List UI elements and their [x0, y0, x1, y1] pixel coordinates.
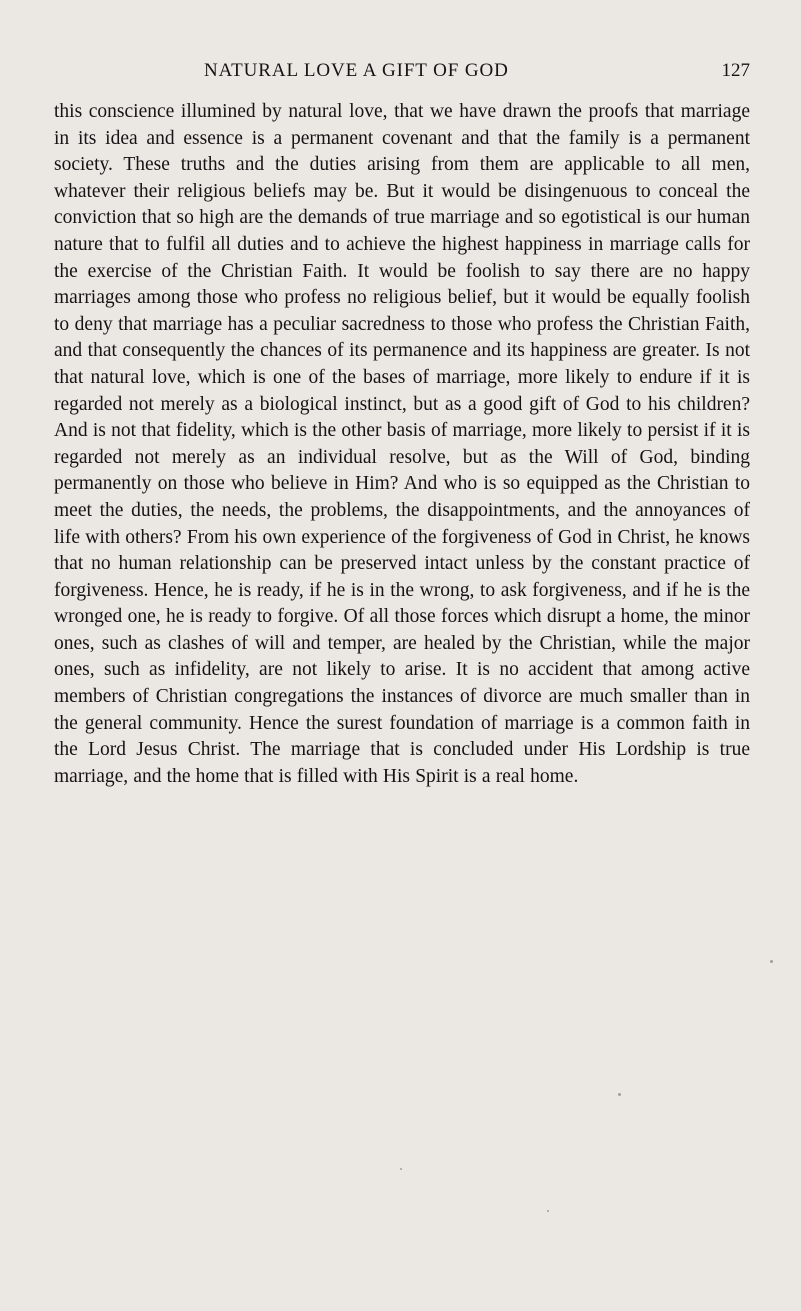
body-paragraph: this conscience illumined by natural love, that we have drawn the proofs that marriage in its idea and essence is a permanent covenant and that the family is a permanent society. These truths and the duties arising from them are applicable to all men, whatever their religious beliefs may be. But it would be disingenuous to conceal the conviction that so high are the demands of true marriage and so egotistical is our human nature that to fulfil all duties and to achieve the highest happiness in marriage calls for the exercise of the Christian Faith. It would be foolish to say there are no happy marriages among those who profess no religious belief, but it would be equally foolish to deny that marriage has a peculiar sacredness to those who profess the Christian Faith, and that consequently the chances of its permanence and its happiness are greater. Is not that natural love, which is one of the bases of marriage, more likely to endure if it is regarded not merely as a biological instinct, but as a good gift of God to his children? And is not that fidelity, which is the other basis of marriage, more likely to persist if it is regarded not merely as an individual resolve, but as the Will of God, binding permanently on those who believe in Him? And who is so equipped as the Christian to meet the duties, the needs, the problems, the disappointments, and the annoyances of life with others? From his own experience of the forgiveness of God in Christ, he knows that no human relationship can be preserved intact unless by the constant practice of forgiveness. Hence, he is ready, if he is in the wrong, to ask forgiveness, and if he is the wronged one, he is ready to forgive. Of all those forces which disrupt a home, the minor ones, such as clashes of will and temper, are healed by the Christian, while the major ones, such as infidelity, are not likely to arise. It is no accident that among active members of Christian congregations the instances of divorce are much smaller than in the general community. Hence the surest foundation of marriage is a common faith in the Lord Jesus Christ. The marriage that is concluded under His Lordship is true marriage, and the home that is filled with His Spirit is a real home. — [54, 101, 750, 787]
paper-speck — [618, 1093, 621, 1096]
running-title: NATURAL LOVE A GIFT OF GOD — [204, 60, 509, 81]
paper-speck — [400, 1168, 402, 1170]
page-number: 127 — [721, 60, 750, 81]
paper-speck — [547, 1210, 549, 1212]
paper-speck — [770, 960, 773, 963]
running-head — [54, 60, 750, 90]
